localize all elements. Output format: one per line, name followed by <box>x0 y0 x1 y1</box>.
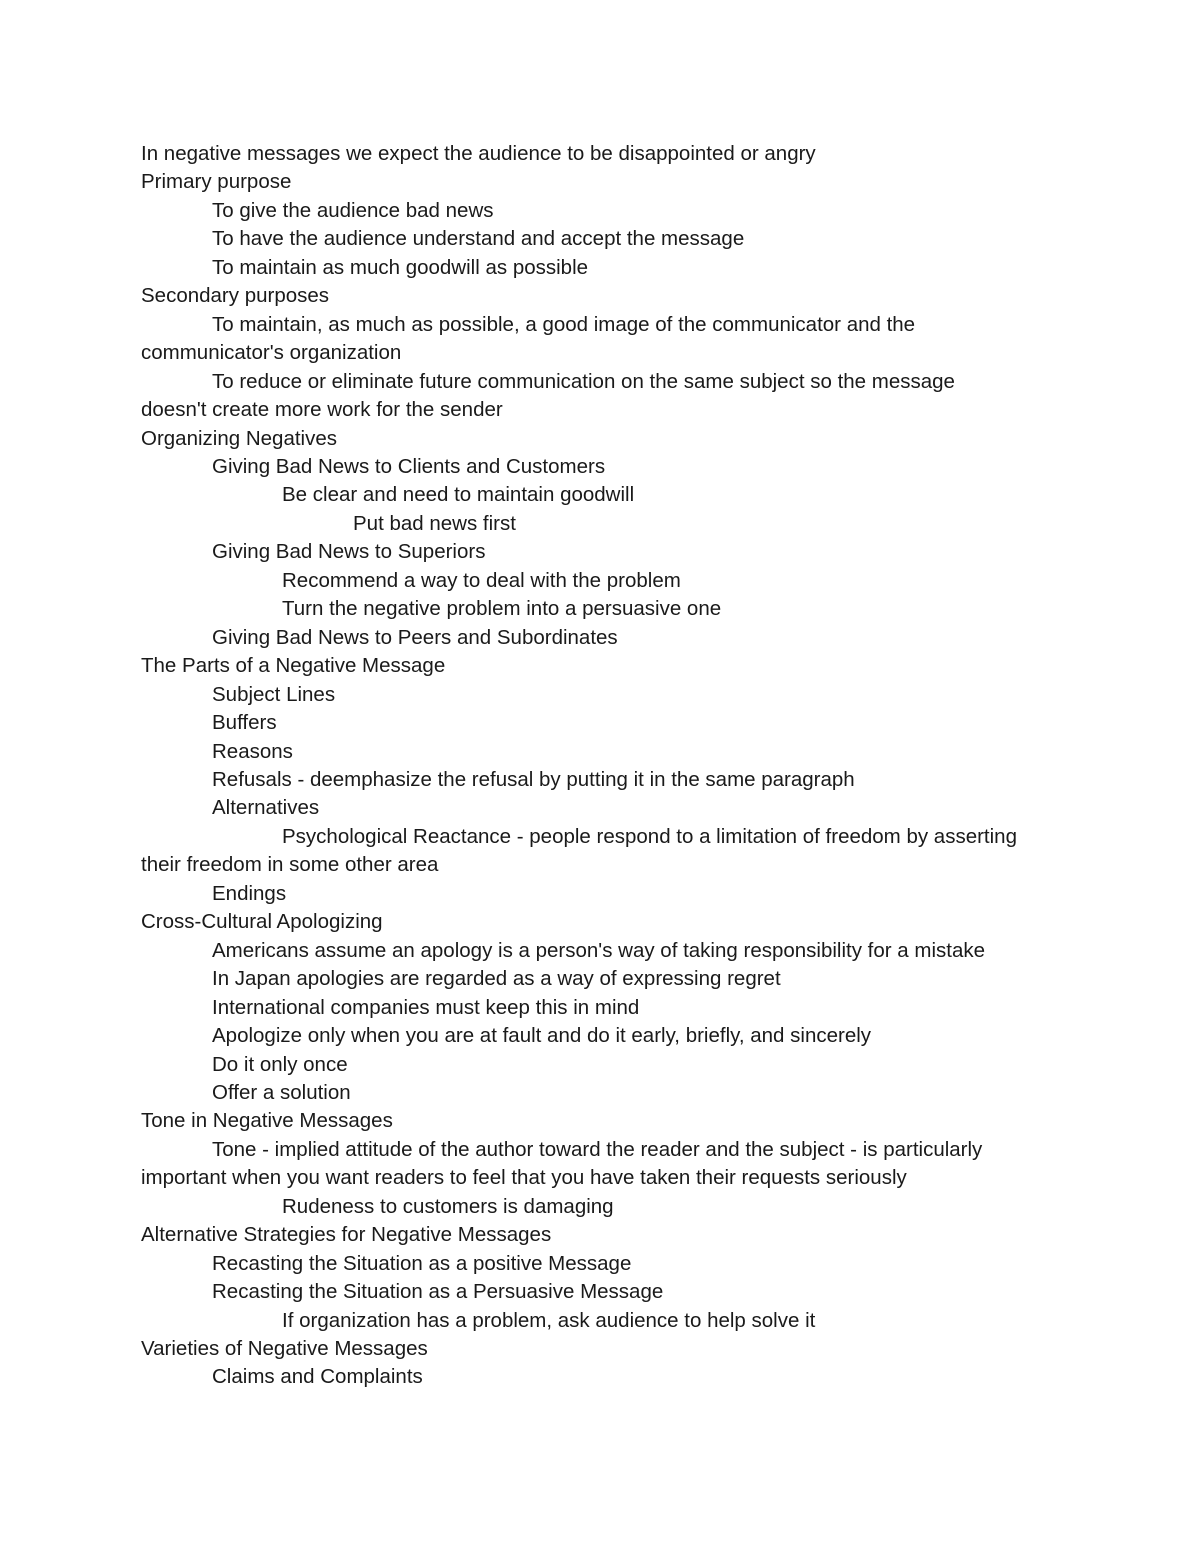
outline-line-level-2: Recommend a way to deal with the problem <box>282 568 681 592</box>
outline-line-level-1: Offer a solution <box>212 1080 351 1104</box>
outline-line-level-3: Put bad news first <box>353 511 516 535</box>
outline-line-level-1: To maintain, as much as possible, a good image of the communicator and the <box>212 312 916 336</box>
outline-line-level-1: Do it only once <box>212 1052 348 1076</box>
outline-line-level-0: their freedom in some other area <box>141 853 439 877</box>
outline-line-level-1: In Japan apologies are regarded as a way of expressing regret <box>212 967 781 991</box>
outline-line-level-0: Cross-Cultural Apologizing <box>141 910 383 934</box>
outline-line-level-0: Primary purpose <box>141 170 292 194</box>
outline-line-level-0: Alternative Strategies for Negative Messages <box>141 1223 552 1247</box>
outline-line-level-0: Organizing Negatives <box>141 426 337 450</box>
outline-line-level-1: Americans assume an apology is a person's way of taking responsibility for a mistake <box>212 938 986 962</box>
outline-line-level-1: Recasting the Situation as a positive Message <box>212 1251 632 1275</box>
outline-body <box>141 140 1061 1392</box>
outline-line-level-2: Be clear and need to maintain goodwill <box>282 483 635 507</box>
outline-line-level-2: If organization has a problem, ask audience to help solve it <box>282 1308 816 1332</box>
outline-line-level-0: In negative messages we expect the audience to be disappointed or angry <box>141 142 816 165</box>
outline-line-level-1: To give the audience bad news <box>212 198 494 222</box>
outline-line-level-0: The Parts of a Negative Message <box>141 654 446 678</box>
outline-line-level-2: Rudeness to customers is damaging <box>282 1194 614 1218</box>
outline-line-level-0: doesn't create more work for the sender <box>141 398 503 422</box>
outline-line-level-0: communicator's organization <box>141 341 402 365</box>
outline-line-level-1: International companies must keep this in mind <box>212 995 640 1019</box>
outline-line-level-1: Buffers <box>212 711 277 735</box>
outline-line-level-1: Tone - implied attitude of the author toward the reader and the subject - is particularly <box>212 1137 983 1161</box>
outline-line-level-1: To reduce or eliminate future communication on the same subject so the message <box>212 369 955 393</box>
outline-line-level-1: Giving Bad News to Peers and Subordinates <box>212 625 618 649</box>
outline-line-level-2: Psychological Reactance - people respond to a limitation of freedom by asserting <box>282 824 1017 848</box>
outline-line-level-1: Endings <box>212 881 287 905</box>
outline-line-level-1: Giving Bad News to Superiors <box>212 540 486 564</box>
outline-line-level-0: Tone in Negative Messages <box>141 1109 393 1133</box>
outline-line-level-1: Claims and Complaints <box>212 1365 423 1389</box>
outline-line-level-1: Apologize only when you are at fault and do it early, briefly, and sincerely <box>212 1024 872 1048</box>
outline-line-level-1: Reasons <box>212 739 293 763</box>
outline-line-level-1: To have the audience understand and accept the message <box>212 227 745 251</box>
outline-line-level-1: Recasting the Situation as a Persuasive Message <box>212 1280 664 1304</box>
outline-line-level-0: important when you want readers to feel that you have taken their requests seriously <box>141 1166 907 1190</box>
outline-line-level-2: Turn the negative problem into a persuasive one <box>282 597 722 621</box>
outline-line-level-1: Refusals - deemphasize the refusal by putting it in the same paragraph <box>212 767 855 791</box>
outline-line-level-1: Alternatives <box>212 796 320 820</box>
outline-line-level-0: Varieties of Negative Messages <box>141 1337 428 1361</box>
outline-line-level-1: To maintain as much goodwill as possible <box>212 255 589 279</box>
outline-line-level-1: Giving Bad News to Clients and Customers <box>212 454 606 478</box>
outline-line-level-0: Secondary purposes <box>141 284 330 308</box>
outline-line-level-1: Subject Lines <box>212 682 336 706</box>
